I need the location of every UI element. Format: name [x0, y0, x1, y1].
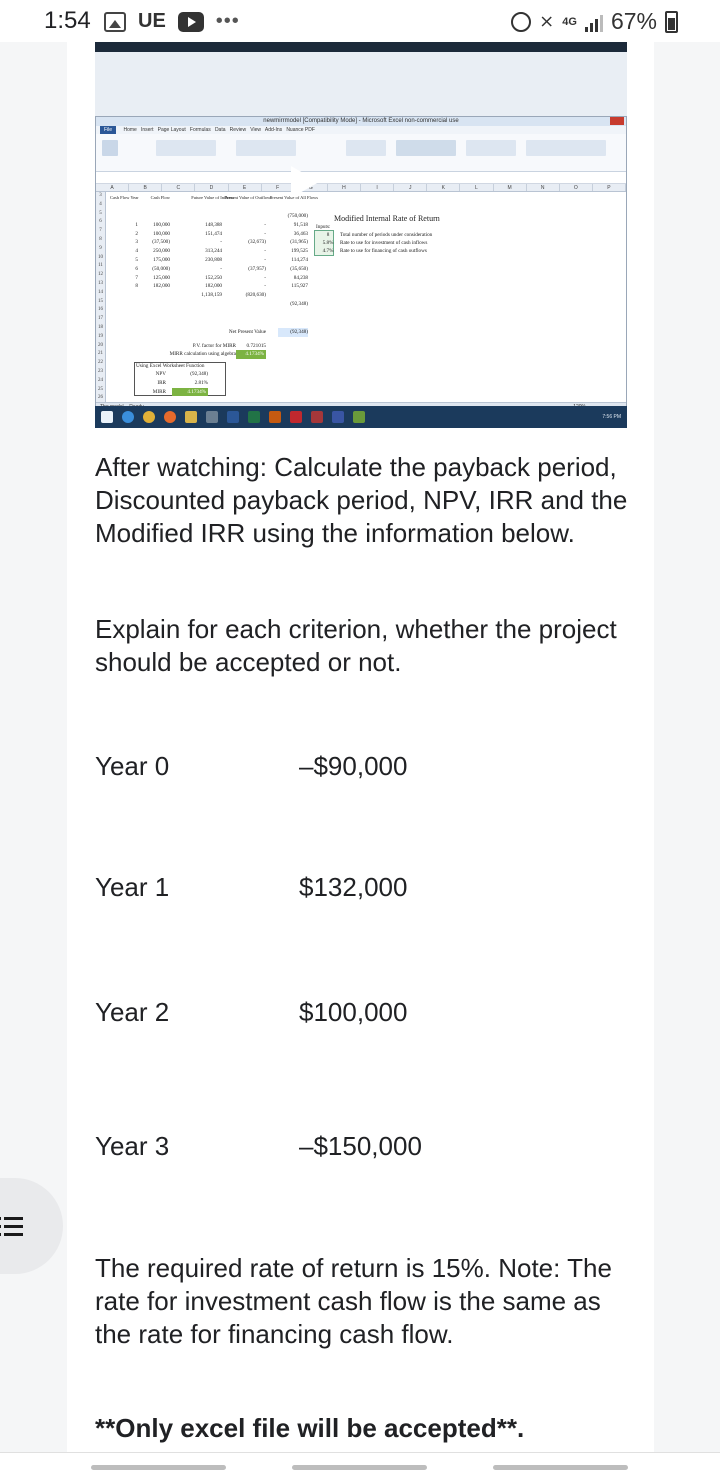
cell: -: [220, 239, 222, 246]
npv-value: [278, 328, 308, 337]
cell: [234, 212, 266, 221]
ribbon-tab-data: Data: [214, 127, 226, 133]
column-header: M: [494, 184, 527, 191]
column-header: O: [560, 184, 593, 191]
row-number: 19: [98, 333, 103, 339]
video-top-strip: [95, 42, 627, 52]
inputs-label: Inputs:: [316, 224, 331, 230]
cell: 7: [135, 274, 138, 281]
signal-icon: [585, 12, 603, 32]
input-finance-rate: 4.7%: [322, 248, 334, 254]
cell: 100,000: [153, 221, 170, 228]
cell: 115,927: [291, 283, 308, 290]
cell: Future Value of Inflows: [191, 195, 234, 200]
row-number: 25: [98, 386, 103, 392]
cash-flow-amount: $132,000: [299, 872, 408, 902]
cell: [192, 300, 222, 309]
col-present-all: [278, 212, 308, 309]
ribbon-align-icon: [236, 140, 296, 156]
battery-icon: [665, 11, 678, 33]
menu-list-icon: [0, 1216, 23, 1236]
ribbon-tab-add-ins: Add-Ins: [264, 127, 283, 133]
cell: Present Value of All Flows: [269, 195, 318, 200]
note-finance: Rate to use for financing of cash outflows: [340, 248, 427, 254]
status-icons-left: [104, 10, 240, 33]
cell: (750,000): [287, 213, 308, 219]
play-icon: [178, 12, 204, 32]
question-explain: Explain for each criterion, whether the project should be accepted or not.: [95, 614, 617, 677]
cell: [110, 212, 138, 221]
cash-flow-amount: –$150,000: [299, 1131, 422, 1161]
powerpoint-icon: [269, 411, 281, 423]
cell: 2: [135, 230, 138, 237]
cash-flow-amount: $100,000: [299, 997, 408, 1027]
cell: [110, 291, 138, 300]
question-bold-note: **Only excel file will be accepted**.: [95, 1413, 525, 1443]
ribbon-tab-view: View: [250, 127, 261, 133]
column-headers: [96, 184, 626, 192]
firefox-icon: [164, 411, 176, 423]
cash-flow-row: [95, 1131, 635, 1165]
npv-label: Net Present Value: [228, 329, 266, 335]
excel-ribbon: [96, 134, 626, 172]
cash-flow-row: [95, 872, 635, 906]
mute-icon: ⨯: [539, 11, 555, 31]
column-header: J: [394, 184, 427, 191]
cell: 8: [135, 283, 138, 290]
column-header: P: [593, 184, 626, 191]
status-icons-right: [511, 8, 678, 35]
excel-box-labels: [136, 370, 166, 396]
row-number: 3: [99, 193, 102, 198]
explorer-icon: [185, 411, 197, 423]
row-numbers: [96, 192, 106, 402]
cell: -: [264, 248, 266, 255]
visio-icon: [332, 411, 344, 423]
cell: Present Value of Outflows: [224, 195, 272, 200]
cell: 114,274: [291, 256, 308, 263]
cell: 91,518: [293, 221, 308, 228]
ribbon-font-icon: [156, 140, 216, 156]
cell: 250,000: [153, 248, 170, 255]
chrome-icon: [143, 411, 155, 423]
row-number: 16: [98, 307, 103, 313]
cell: MIRR: [152, 388, 166, 395]
acrobat-icon: [290, 411, 302, 423]
cell: IRR: [157, 379, 166, 386]
row-number: 4: [99, 201, 102, 207]
input-invest-rate: 5.8%: [322, 240, 334, 246]
ribbon-clipboard-icon: [102, 140, 118, 156]
video-player[interactable]: [95, 42, 627, 428]
cell: -: [264, 274, 266, 281]
ribbon-tab-insert: Insert: [140, 127, 154, 133]
excel-ribbon-tabs: [96, 126, 626, 134]
cell: NPV: [155, 371, 166, 377]
access-icon: [311, 411, 323, 423]
row-number: 26: [98, 395, 103, 401]
column-header: A: [96, 184, 129, 191]
ribbon-tab-formulas: Formulas: [189, 127, 211, 133]
cell: 5: [135, 256, 138, 263]
col-cash-flows: [140, 212, 170, 309]
nav-recents-button[interactable]: [91, 1465, 226, 1470]
column-header: F: [262, 184, 295, 191]
question-intro: After watching: Calculate the payback period, Discounted payback period, NPV, IRR and the Modified IRR using the information below.: [95, 452, 628, 548]
cash-flow-amount: –$90,000: [299, 751, 408, 781]
ribbon-number-icon: [346, 140, 386, 156]
question-note: The required rate of return is 15%. Note: The rate for investment cash flow is the same as the rate for financing cash flow.: [95, 1253, 612, 1349]
excel-window-title: newmirrmodel [Compatibility Mode] - Microsoft Excel non-commercial use: [263, 118, 459, 124]
ribbon-tab-nuance: Nuance PDF: [286, 127, 315, 133]
cash-flow-year: Year 0: [95, 751, 170, 781]
column-header: N: [527, 184, 560, 191]
column-header: I: [361, 184, 394, 191]
note-periods: Total number of periods under consideration: [340, 232, 433, 238]
cell: 125,000: [153, 274, 170, 281]
close-icon: [610, 117, 624, 125]
battery-percent: 67%: [610, 8, 657, 34]
word-icon: [227, 411, 239, 423]
row-number: 24: [98, 377, 103, 383]
row-number: 20: [98, 342, 103, 348]
ribbon-styles-icon: [396, 140, 456, 156]
cell: [140, 300, 170, 309]
row-number: 22: [98, 360, 103, 366]
column-header: L: [460, 184, 493, 191]
gallery-icon: [104, 12, 126, 32]
row-number: 7: [99, 228, 102, 234]
note-invest: Rate to use for investment of cash inflows: [340, 240, 428, 246]
mirr-alg-value: [236, 350, 266, 359]
column-header: D: [195, 184, 228, 191]
row-number: 6: [99, 219, 102, 225]
cell: (50,000): [152, 265, 170, 272]
cell: (820,630): [245, 292, 266, 299]
cash-flow-year: Year 1: [95, 872, 170, 902]
cell: 152,250: [205, 274, 222, 281]
more-notifications-icon: •••: [215, 10, 240, 32]
cell: Cash Flow: [150, 195, 170, 200]
cell: 3: [135, 239, 138, 246]
cell: [192, 212, 222, 221]
row-number: 14: [98, 289, 103, 295]
cell: 36,463: [293, 230, 308, 237]
cell: Cash Flow Year: [110, 195, 139, 200]
cell: [110, 300, 138, 309]
column-header: H: [328, 184, 361, 191]
cell: 182,000: [153, 283, 170, 290]
cell: 182,000: [205, 283, 222, 290]
cell: 84,238: [293, 274, 308, 281]
pv-factor-label: P.V. factor for MIRR: [192, 343, 236, 349]
col-present-outflows: [234, 212, 266, 309]
cell: 313,244: [205, 248, 222, 255]
cell: [278, 291, 308, 300]
column-header: G: [295, 184, 328, 191]
cell: 1,138,159: [201, 292, 222, 299]
cell: 230,808: [205, 256, 222, 263]
column-header: K: [427, 184, 460, 191]
cash-flow-year: Year 2: [95, 997, 170, 1027]
cell: (35,650): [290, 265, 308, 272]
column-header: B: [129, 184, 162, 191]
cell: 2.81%: [194, 379, 208, 386]
cell: -: [264, 256, 266, 263]
cell: 199,525: [291, 248, 308, 255]
excel-title-bar: [96, 117, 626, 126]
carrier-badge: UE: [138, 10, 166, 32]
navigation-bar: [0, 1452, 720, 1480]
status-bar: [0, 0, 720, 42]
row-number: 8: [99, 236, 102, 242]
column-header: E: [229, 184, 262, 191]
input-periods: 8: [326, 232, 330, 238]
status-time: 1:54: [44, 7, 91, 34]
row-number: 13: [98, 280, 103, 286]
row-number: 23: [98, 368, 103, 374]
cell: [234, 300, 266, 309]
ribbon-tab-file: File: [100, 126, 116, 134]
cell: 175,000: [153, 256, 170, 263]
ribbon-tab-page-layout: Page Layout: [157, 127, 186, 133]
col-future-values: [192, 212, 222, 309]
taskbar-clock: 7:56 PM: [602, 414, 621, 420]
cell: [140, 291, 170, 300]
input-notes: [340, 231, 432, 255]
cell: -: [264, 221, 266, 228]
mirr-alg-label: MIRR calculation using algebra: [169, 351, 236, 357]
cell: (31,965): [290, 239, 308, 246]
row-number: 17: [98, 316, 103, 322]
cell: 151,474: [205, 230, 222, 237]
excel-window: [95, 116, 627, 416]
page-margin-right: [654, 42, 720, 1452]
video-play-icon[interactable]: [273, 162, 333, 202]
col-b-header: [140, 194, 170, 203]
cell: (32,673): [248, 239, 266, 246]
cell: 4: [135, 248, 138, 255]
network-type: 4G: [562, 15, 577, 28]
col-years: [110, 212, 138, 309]
cell: 6: [135, 265, 138, 272]
row-number: 21: [98, 351, 103, 357]
ie-icon: [122, 411, 134, 423]
media-icon: [206, 411, 218, 423]
app-icon: [353, 411, 365, 423]
row-number: 10: [98, 254, 103, 260]
input-values: [320, 231, 336, 255]
cash-flow-year: Year 3: [95, 1131, 170, 1161]
cell: 4.1734%: [236, 350, 266, 359]
row-number: 12: [98, 272, 103, 278]
windows-taskbar: [95, 406, 627, 428]
row-number: 15: [98, 298, 103, 304]
pv-factor-value: 0.721015: [246, 343, 266, 349]
row-number: 5: [99, 210, 102, 216]
cell: 1: [135, 221, 138, 228]
row-number: 11: [98, 263, 103, 269]
col-d-header: [222, 194, 272, 203]
alarm-icon: [511, 12, 531, 32]
excel-sheet: [96, 192, 626, 402]
cell: -: [264, 283, 266, 290]
cell: (37,957): [248, 265, 266, 272]
cell: (92,348): [290, 300, 308, 307]
row-number: 18: [98, 324, 103, 330]
cell: (37,500): [152, 239, 170, 246]
ribbon-editing-icon: [526, 140, 606, 156]
col-a-header: [110, 194, 139, 203]
excel-box-values: [172, 370, 208, 396]
excel-icon: [248, 411, 260, 423]
cell: [140, 212, 170, 221]
sheet-title: Modified Internal Rate of Return: [334, 214, 440, 223]
cell: (92,348): [190, 371, 208, 377]
windows-start-icon: [101, 411, 113, 423]
column-header: C: [162, 184, 195, 191]
cell: 4.1734%: [172, 388, 208, 397]
formula-bar: [96, 172, 626, 184]
cell: -: [264, 230, 266, 237]
cash-flow-row: [95, 997, 635, 1031]
cell: 100,000: [153, 230, 170, 237]
ribbon-tab-home: Home: [123, 127, 137, 133]
cell: -: [220, 265, 222, 272]
ribbon-tab-review: Review: [229, 127, 247, 133]
cash-flow-row: [95, 751, 635, 785]
cell: (92,348): [278, 328, 308, 337]
row-number: 9: [99, 245, 102, 251]
cell: 148,388: [205, 221, 222, 228]
excel-box-title: Using Excel Worksheet Function: [136, 363, 205, 369]
nav-back-button[interactable]: [493, 1465, 628, 1470]
ribbon-cells-icon: [466, 140, 516, 156]
nav-home-button[interactable]: [292, 1465, 427, 1470]
